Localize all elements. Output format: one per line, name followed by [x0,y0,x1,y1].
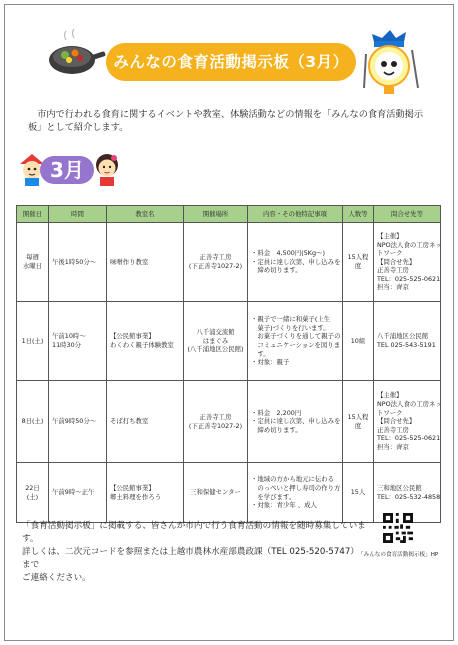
column-header: 内容・その他特記事項 [248,206,343,223]
kid-girl-icon [92,150,122,186]
venue-cell: 三和保健センター [184,463,248,523]
time-cell: 午後1時50分～ [49,223,107,302]
intro-text: 市内で行われる食育に関するイベントや教室、体験活動などの情報を「みんなの食育活動掲示板」として紹介します。 [28,109,424,133]
details-cell: ・親子で一緒に和菓子(上生 菓子)づくりを行います。 お菓子づくりを通して親子の コミュニケーションを図りま す。 ・対象：親子 [248,302,343,381]
capacity-cell: 15人 [343,463,374,523]
details-cell: ・料金 4,500円(5Kg～) ・定員に達し次第、申し込みを 締め切ります。 [248,223,343,302]
class-name-cell: 味噌作り教室 [107,223,184,302]
contact-cell: 【主催】 NPO法人食の工房ネッ トワーク 【問合せ先】 正善寺工房 TEL：025-525-0621 担当：齊京 [374,223,441,302]
contact-cell: 【主催】 NPO法人食の工房ネッ トワーク 【問合せ先】 正善寺工房 TEL：025-525-0621 担当：齊京 [374,381,441,463]
details-cell: ・地域の方から地元に伝わる のっぺいと押し寿司の作り方 を学びます。 ・対象：青少年 、成人 [248,463,343,523]
qr-caption: 「みんなの食育活動掲示板」HP [358,552,439,558]
class-name-cell: そば打ち教室 [107,381,184,463]
column-header: 問合せ先等 [374,206,441,223]
time-cell: 午前9時50分～ [49,381,107,463]
capacity-cell: 10組 [343,302,374,381]
contact-cell: 八千浦地区公民館 TEL 025-543-5191 [374,302,441,381]
contact-cell: 三和地区公民館 TEL：025-532-4858 [374,463,441,523]
month-badge: 3月 [40,156,94,184]
table-row [17,381,441,463]
date-cell: 毎週 水曜日 [17,223,49,302]
class-name-cell: 【公民館事業】 わくわく親子体験教室 [107,302,184,381]
footer-notice [22,520,367,585]
column-header: 開催場所 [184,206,248,223]
details-cell: ・料金 2,200円 ・定員に達し次第、申し込みを 締め切ります。 [248,381,343,463]
class-name-cell: 【公民館事業】 郷土料理を作ろう [107,463,184,523]
footer-line: 「食育活動掲示板」に掲載する、皆さんが市内で行う食育活動の情報を随時募集しています。 [22,521,366,544]
time-cell: 午前10時～ 11時30分 [49,302,107,381]
column-header: 開催日 [17,206,49,223]
table-row [17,223,441,302]
events-table [16,205,441,523]
table-row [17,302,441,381]
column-header: 人数等 [343,206,374,223]
date-cell: 1日(土) [17,302,49,381]
qr-code-icon[interactable] [383,513,413,543]
table-row [17,463,441,523]
column-header: 教室名 [107,206,184,223]
venue-cell: 八千浦交流館 はまぐみ (八千浦地区公民館) [184,302,248,381]
venue-cell: 正善寺工房 (下正善寺1027-2) [184,223,248,302]
capacity-cell: 15人程度 [343,381,374,463]
time-cell: 午前9時～正午 [49,463,107,523]
page-title: みんなの食育活動掲示板（3月） [106,43,356,81]
date-cell: 22日(土) [17,463,49,523]
footer-line: 詳しくは、二次元コードを参照または上越市農林水産部農政課（TEL 025-520-5747）まで [22,547,359,570]
capacity-cell: 15人程度 [343,223,374,302]
table-header-row [17,206,441,223]
chef-mascot-icon [360,28,424,98]
frying-pan-icon [44,26,106,80]
date-cell: 8日(土) [17,381,49,463]
column-header: 時間 [49,206,107,223]
venue-cell: 正善寺工房 (下正善寺1027-2) [184,381,248,463]
footer-line: ご連絡ください。 [22,573,91,583]
